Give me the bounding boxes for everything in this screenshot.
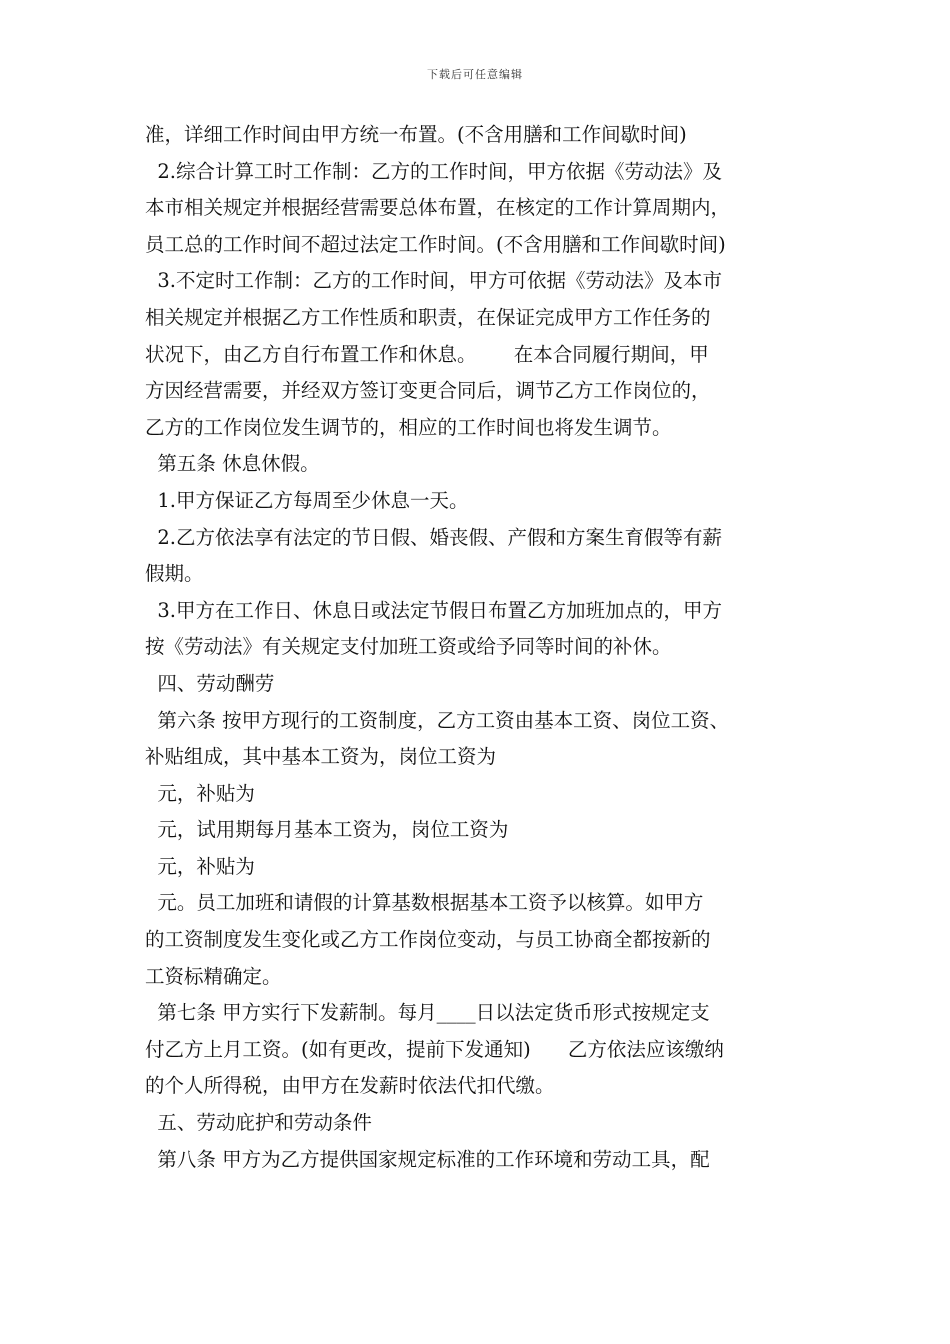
text-line: 假期。 bbox=[145, 562, 204, 586]
text-line: 2.乙方依法享有法定的节日假、婚丧假、产假和方案生育假等有薪 bbox=[145, 525, 723, 549]
text-line: 第六条 按甲方现行的工资制度，乙方工资由基本工资、岗位工资、 bbox=[145, 708, 730, 732]
section-heading: 四、劳动酬劳 bbox=[145, 671, 275, 695]
section-heading: 第五条 休息休假。 bbox=[145, 452, 320, 476]
text-line: 补贴组成，其中基本工资为，岗位工资为 bbox=[145, 745, 497, 769]
text-line: 的工资制度发生变化或乙方工作岗位变动，与员工协商全都按新的 bbox=[145, 928, 711, 952]
text-line: 员工总的工作时间不超过法定工作时间。(不含用膳和工作间歇时间) bbox=[145, 232, 726, 256]
text-line: 3.不定时工作制：乙方的工作时间，甲方可依据《劳动法》及本市 bbox=[145, 269, 723, 293]
page-header: 下载后可任意编辑 bbox=[427, 68, 523, 81]
text-line: 第七条 甲方实行下发薪制。每月____日以法定货币形式按规定支 bbox=[145, 1001, 710, 1025]
text-line: 乙方的工作岗位发生调节的，相应的工作时间也将发生调节。 bbox=[145, 415, 672, 439]
text-line: 2.综合计算工时工作制：乙方的工作时间，甲方依据《劳动法》及 bbox=[145, 159, 723, 183]
text-line: 元，试用期每月基本工资为，岗位工资为 bbox=[145, 818, 509, 842]
text-line: 付乙方上月工资。(如有更改，提前下发通知) 乙方依法应该缴纳 bbox=[145, 1037, 724, 1061]
text-line: 相关规定并根据乙方工作性质和职责，在保证完成甲方工作任务的 bbox=[145, 305, 711, 329]
text-line: 元。员工加班和请假的计算基数根据基本工资予以核算。如甲方 bbox=[145, 891, 704, 915]
text-line: 元，补贴为 bbox=[145, 781, 255, 805]
text-line: 按《劳动法》有关规定支付加班工资或给予同等时间的补休。 bbox=[145, 635, 672, 659]
document-body bbox=[145, 117, 825, 1178]
text-line: 1.甲方保证乙方每周至少休息一天。 bbox=[145, 488, 469, 512]
text-line: 方因经营需要，并经双方签订变更合同后，调节乙方工作岗位的， bbox=[145, 379, 711, 403]
text-line: 3.甲方在工作日、休息日或法定节假日布置乙方加班加点的，甲方 bbox=[145, 598, 723, 622]
text-line: 第八条 甲方为乙方提供国家规定标准的工作环境和劳动工具，配 bbox=[145, 1147, 710, 1171]
text-line: 工资标精确定。 bbox=[145, 964, 282, 988]
text-line: 本市相关规定并根据经营需要总体布置，在核定的工作计算周期内， bbox=[145, 196, 731, 220]
text-line: 的个人所得税，由甲方在发薪时依法代扣代缴。 bbox=[145, 1074, 555, 1098]
text-line: 准，详细工作时间由甲方统一布置。(不含用膳和工作间歇时间) bbox=[145, 123, 687, 146]
text-line: 元，补贴为 bbox=[145, 854, 255, 878]
text-line: 状况下，由乙方自行布置工作和休息。 在本合同履行期间，甲 bbox=[145, 342, 709, 366]
section-heading: 五、劳动庇护和劳动条件 bbox=[145, 1111, 372, 1135]
